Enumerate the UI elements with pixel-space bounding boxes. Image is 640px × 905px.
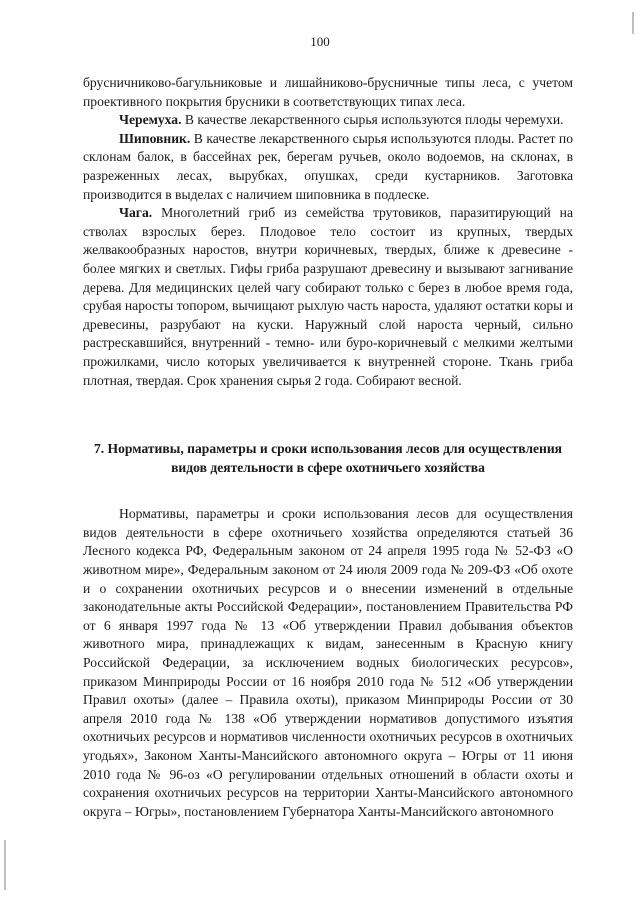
text-rosehip: В качестве лекарственного сырья используются плоды. Растет по склонам балок, в бассейнах рек, берегам ручьев, около водоемов, на склонах, в разреженных лесах, вырубках, опушках, среди кустарников. Заготовка производится в выделах с наличием шиповника в подлеске. bbox=[83, 130, 573, 202]
paragraph-bird-cherry bbox=[83, 111, 573, 130]
text-bird-cherry: В качестве лекарственного сырья используются плоды черемухи. bbox=[181, 112, 564, 128]
page-number: 100 bbox=[310, 34, 330, 49]
plants-text-block bbox=[83, 74, 573, 390]
term-bird-cherry: Черемуха. bbox=[119, 112, 182, 128]
section-heading: 7. Нормативы, параметры и сроки использования лесов для осуществления видов деятельности в сфере охотничьего хозяйства bbox=[93, 441, 563, 475]
hunting-section bbox=[83, 440, 573, 821]
paragraph-lingonberry: брусничниково-багульниковые и лишайниково-брусничные типы леса, с учетом проективного покрытия брусники в соответствующих типах леса. bbox=[83, 75, 573, 109]
scan-edge-mark bbox=[632, 12, 634, 34]
text-chaga: Многолетний гриб из семейства трутовиков, паразитирующий на стволах взрослых берез. Плодовое тело состоит из крупных, твердых желвакообразных наростов, внутри коричневых, твердых, ближе к древесине - более мягких и светлых. Гифы гриба разрушают древесину и вызывают загнивание дерева. Для медицинских целей чагу собирают только с берез в любое время года, срубая наросты топором, вычищают рыхлую часть нароста, удаляют остатки коры и древесины, разрубают на куски. Наружный слой нароста черный, сильно растрескавшийся, внутренний - темно- или буро-коричневый с мелкими желтыми прожилками, число которых увеличивается к внутренней стороне. Ткань гриба плотная, твердая. Срок хранения сырья 2 года. Собирают весной. bbox=[83, 205, 573, 388]
term-rosehip: Шиповник. bbox=[119, 130, 191, 146]
paragraph-chaga bbox=[83, 204, 573, 390]
section-body-paragraph: Нормативы, параметры и сроки использования лесов для осуществления видов деятельности в сфере охотничьего хозяйства определяются статьей 36 Лесного кодекса РФ, Федеральным законом от 24 апреля 1995 года № 52-ФЗ «О животном мире», Федеральным законом от 24 июля 2009 года № 209-ФЗ «Об охоте и о сохранении охотничьих ресурсов и о внесении изменений в отдельные законодательные акты Российской Федерации», постановлением Правительства РФ от 6 января 1997 года № 13 «Об утверждении Правил добывания объектов животного мира, принадлежащих к видам, занесенным в Красную книгу Российской Федерации, за исключением водных биологических ресурсов», приказом Минприроды России от 16 ноября 2010 года № 512 «Об утверждении Правил охоты» (далее – Правила охоты), приказом Минприроды России от 30 апреля 2010 года № 138 «Об утверждении нормативов допустимого изъятия охотничьих ресурсов и нормативов численности охотничьих ресурсов в охотничьих угодьях», Законом Ханты-Мансийского автономного округа – Югры от 11 июня 2010 года № 96-оз «О регулировании отдельных отношений в области охоты и сохранения охотничьих ресурсов на территории Ханты-Мансийского автономного округа – Югры», постановлением Губернатора Ханты-Мансийского автономного bbox=[83, 506, 573, 819]
term-chaga: Чага. bbox=[119, 205, 153, 221]
scan-edge-mark bbox=[4, 840, 6, 890]
paragraph-rosehip bbox=[83, 130, 573, 204]
